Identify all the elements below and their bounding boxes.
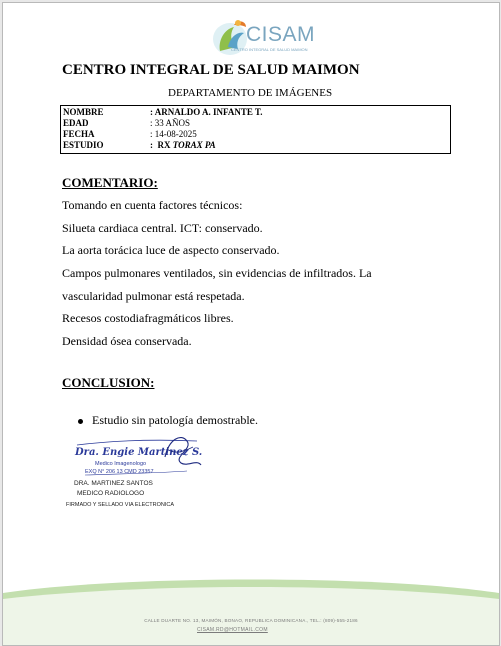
footer-wave [3, 573, 499, 645]
footer-email-link[interactable]: CISAM.RD@HOTMAIL.COM [197, 627, 268, 633]
comentario-heading: COMENTARIO: [62, 175, 158, 190]
signature-note: FIRMADO Y SELLADO VIA ELECTRONICA [66, 502, 174, 508]
patient-age-value: : 33 AÑOS [150, 118, 191, 128]
doctor-name: DRA. MARTINEZ SANTOS [74, 480, 153, 487]
study-type-label: ESTUDIO [63, 140, 104, 150]
stamp-name: Dra. Engie Martinez S. [75, 447, 203, 458]
study-date-label: FECHA [63, 129, 95, 139]
bullet-icon [78, 419, 83, 424]
conclusion-item: Estudio sin patología demostrable. [92, 413, 258, 427]
comentario-line: Recesos costodiafragmáticos libres. [62, 311, 234, 325]
study-type-value [150, 140, 216, 151]
comentario-line: Silueta cardiaca central. ICT: conservado. [62, 221, 263, 235]
signature-stamp-icon [69, 435, 204, 479]
study-type-emphasis: TORAX PA [172, 140, 216, 150]
logo-subtitle: CENTRO INTEGRAL DE SALUD MAIMON [231, 47, 308, 52]
doctor-title: MEDICO RADIOLOGO [77, 490, 145, 497]
stamp-title: Medico Imagenologo [95, 461, 147, 467]
report-page [2, 2, 500, 646]
patient-name-label: NOMBRE [63, 107, 104, 117]
patient-name-value: : ARNALDO A. INFANTE T. [150, 107, 263, 117]
conclusion-heading: CONCLUSION: [62, 375, 155, 390]
logo-text: CISAM [246, 23, 316, 46]
comentario-line: La aorta torácica luce de aspecto conservado. [62, 243, 280, 257]
comentario-line: Campos pulmonares ventilados, sin evidencias de infiltrados. La [62, 266, 372, 280]
footer-address: CALLE DUARTE NO. 13, MAIMÓN, BONAO, REPUBLICA DOMINICANA., TEL.: (809)-555-2186 [144, 618, 358, 623]
patient-age-label: EDAD [63, 118, 89, 128]
institution-title: CENTRO INTEGRAL DE SALUD MAIMON [62, 62, 360, 78]
study-date-value: : 14-08-2025 [150, 129, 197, 139]
comentario-line: vascularidad pulmonar está respetada. [62, 289, 245, 303]
study-type-prefix: : RX [150, 140, 173, 150]
stamp-ids: EXQ N° 206 13 CMD 23357 [85, 469, 154, 475]
patient-info-box [60, 105, 451, 154]
department-name: DEPARTAMENTO DE IMÁGENES [168, 87, 333, 99]
comentario-line: Densidad ósea conservada. [62, 334, 192, 348]
comentario-line: Tomando en cuenta factores técnicos: [62, 198, 243, 212]
